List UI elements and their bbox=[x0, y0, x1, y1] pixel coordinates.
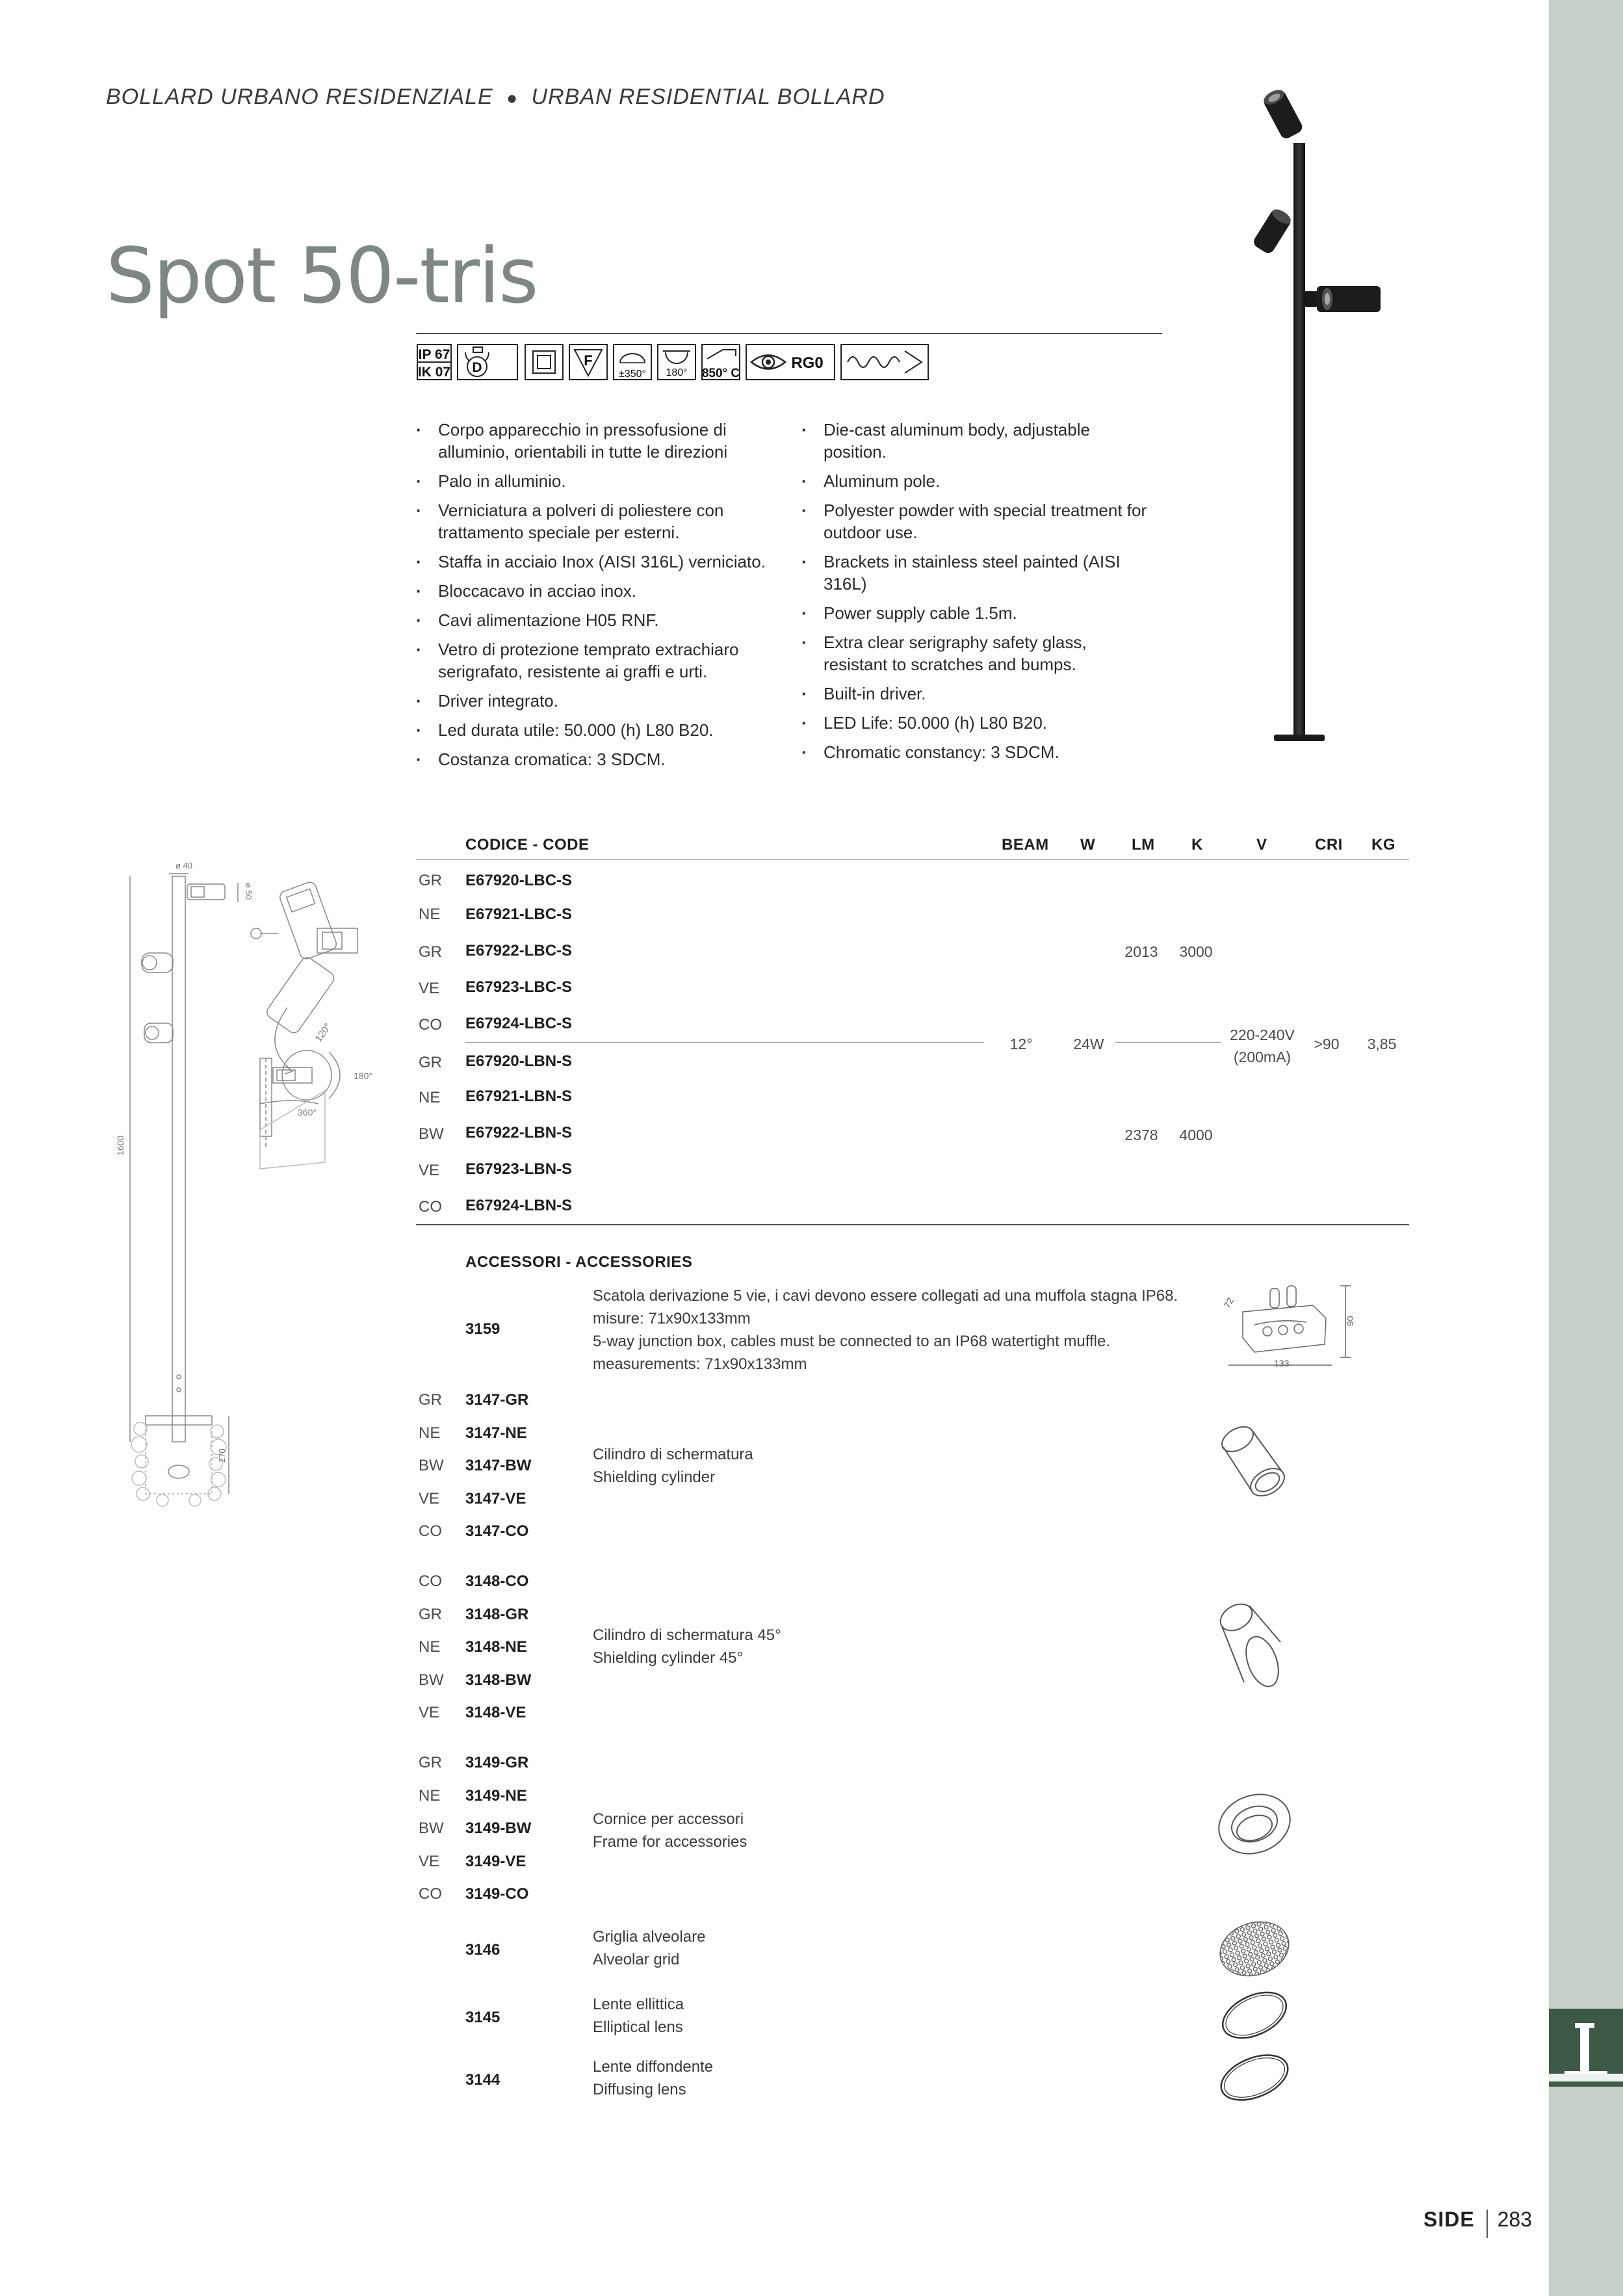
cri-value: >90 bbox=[1314, 1036, 1340, 1052]
lbn-lumen: 2378 bbox=[1124, 1127, 1158, 1143]
table-header-rule bbox=[416, 859, 1409, 860]
accessory-code[interactable]: 3147-VE bbox=[465, 1490, 526, 1507]
group-separator-lm bbox=[1115, 1042, 1221, 1043]
accessory-code[interactable]: 3147-CO bbox=[465, 1522, 529, 1540]
glow-wire-icon bbox=[702, 345, 740, 380]
feature-en-item: · Polyester powder with special treatment for outdoor use. bbox=[801, 499, 1152, 543]
voltage-range: 220-240V bbox=[1230, 1026, 1295, 1043]
group-separator-left bbox=[465, 1042, 984, 1043]
row-code[interactable]: E67921-LBN-S bbox=[465, 1088, 573, 1105]
weight-value: 3,85 bbox=[1367, 1036, 1397, 1052]
dim-height-1600: 1600 bbox=[115, 1135, 125, 1156]
col-k-header: K bbox=[1191, 836, 1203, 854]
bollard-image bbox=[1254, 85, 1397, 787]
accessory-desc-en: Shielding cylinder bbox=[593, 1468, 716, 1486]
lbc-lumen: 2013 bbox=[1124, 943, 1158, 960]
row-code[interactable]: E67924-LBN-S bbox=[465, 1197, 573, 1214]
row-finish: CO bbox=[419, 1198, 442, 1216]
row-finish: CO bbox=[419, 1016, 442, 1034]
accessory-code[interactable]: 3149-VE bbox=[465, 1853, 526, 1870]
feature-it-item: · Corpo apparecchio in pressofusione di alluminio, orientabili in tutte le direzioni bbox=[416, 419, 767, 463]
col-lm-header: LM bbox=[1132, 836, 1155, 854]
dim-72: 72 bbox=[1221, 1296, 1236, 1310]
risk-group-icon bbox=[746, 345, 835, 380]
row-code[interactable]: E67922-LBC-S bbox=[465, 942, 573, 959]
feature-en-item: · Brackets in stainless steel painted (AISI 316L) bbox=[801, 551, 1152, 595]
accessory-finish: NE bbox=[419, 1787, 441, 1805]
accessory-finish: CO bbox=[419, 1522, 442, 1540]
category-en: URBAN RESIDENTIAL BOLLARD bbox=[531, 85, 885, 109]
accessory-description bbox=[593, 1285, 1204, 1376]
glow-wire-temp: 850° C bbox=[701, 367, 740, 380]
features-english bbox=[801, 419, 1152, 770]
watt-value: 24W bbox=[1073, 1036, 1104, 1052]
voltage-value bbox=[1222, 1024, 1303, 1068]
feature-en-item: · Die-cast aluminum body, adjustable position. bbox=[801, 419, 1152, 463]
page-number: 283 bbox=[1497, 2208, 1532, 2231]
accessory-code[interactable]: 3148-CO bbox=[465, 1572, 529, 1590]
row-code[interactable]: E67924-LBC-S bbox=[465, 1015, 573, 1032]
accessory-code[interactable]: 3149-CO bbox=[465, 1885, 529, 1903]
accessory-code[interactable]: 3148-NE bbox=[465, 1638, 527, 1656]
col-cri-header: CRI bbox=[1315, 836, 1343, 854]
accessory-desc-it: Cilindro di schermatura 45° bbox=[593, 1626, 781, 1644]
accessory-code[interactable]: 3149-BW bbox=[465, 1820, 532, 1837]
ik-rating: IK 07 bbox=[417, 365, 451, 380]
row-code[interactable]: E67923-LBC-S bbox=[465, 978, 573, 996]
dimmable-driver-icon bbox=[841, 345, 928, 380]
feature-it-item: · Verniciatura a polveri di poliestere con trattamento speciale per esterni. bbox=[416, 499, 767, 543]
accessory-finish: BW bbox=[419, 1820, 444, 1837]
footer-divider bbox=[1487, 2210, 1488, 2238]
accessory-code[interactable]: 3146 bbox=[465, 1941, 500, 1959]
row-finish: NE bbox=[419, 1089, 441, 1106]
feature-en-item: · Chromatic constancy: 3 SDCM. bbox=[801, 741, 1152, 763]
accessory-code[interactable]: 3148-GR bbox=[465, 1606, 529, 1623]
accessory-finish: VE bbox=[419, 1490, 440, 1507]
accessory-description bbox=[593, 1808, 747, 1853]
shielding-cylinder-45-image bbox=[1214, 1597, 1299, 1697]
accessory-desc-it: Lente diffondente bbox=[593, 2058, 714, 2076]
dim-angle-360: 360° bbox=[298, 1107, 317, 1117]
accessory-description bbox=[593, 2055, 713, 2101]
accessory-finish: GR bbox=[419, 1391, 442, 1409]
dim-133: 133 bbox=[1274, 1358, 1290, 1368]
accessory-desc-en: Shielding cylinder 45° bbox=[593, 1649, 744, 1667]
feature-en-item: · Built-in driver. bbox=[801, 683, 1152, 705]
dim-diameter-40: ø 40 bbox=[175, 861, 193, 870]
ip-ik-icon bbox=[417, 345, 451, 380]
accessory-description bbox=[593, 1624, 781, 1669]
section-tab-underline bbox=[1549, 2074, 1623, 2081]
table-bottom-rule bbox=[416, 1224, 1409, 1225]
dim-diameter-50: ø 50 bbox=[244, 883, 253, 900]
feature-it-item: · Staffa in acciaio Inox (AISI 316L) verniciato. bbox=[416, 551, 767, 573]
feature-it-item: · Cavi alimentazione H05 RNF. bbox=[416, 609, 767, 631]
accessory-finish: NE bbox=[419, 1638, 441, 1656]
diffusing-lens-image bbox=[1217, 2049, 1295, 2111]
accessory-finish: VE bbox=[419, 1704, 440, 1721]
accessory-code[interactable]: 3149-NE bbox=[465, 1787, 527, 1805]
junction-box-desc-en: 5-way junction box, cables must be connected to an IP68 watertight muffle. bbox=[593, 1333, 1111, 1350]
f-letter: F bbox=[584, 352, 593, 369]
col-w-header: W bbox=[1080, 836, 1096, 854]
accessory-desc-it: Cilindro di schermatura bbox=[593, 1446, 753, 1463]
feature-en-item: · Power supply cable 1.5m. bbox=[801, 602, 1152, 624]
feature-it-item: · Vetro di protezione temprato extrachiaro serigrafato, resistente ai graffi e urti. bbox=[416, 638, 767, 683]
row-finish: GR bbox=[419, 943, 442, 961]
accessory-code[interactable]: 3147-NE bbox=[465, 1424, 527, 1442]
row-finish: GR bbox=[419, 1054, 442, 1071]
row-code[interactable]: E67923-LBN-S bbox=[465, 1160, 573, 1178]
accessory-finish: NE bbox=[419, 1424, 441, 1442]
accessory-description bbox=[593, 1443, 753, 1489]
row-finish: GR bbox=[419, 872, 442, 889]
double-insulation-icon bbox=[525, 345, 563, 380]
row-code[interactable]: E67921-LBC-S bbox=[465, 906, 573, 923]
feature-it-item: · Driver integrato. bbox=[416, 690, 767, 712]
row-code[interactable]: E67922-LBN-S bbox=[465, 1124, 573, 1141]
col-code-header: CODICE - CODE bbox=[465, 836, 590, 854]
accessories-header: ACCESSORI - ACCESSORIES bbox=[465, 1253, 693, 1271]
col-v-header: V bbox=[1256, 836, 1267, 854]
certification-icons bbox=[417, 343, 944, 387]
class-d-icon bbox=[458, 345, 517, 380]
features-en-list bbox=[801, 419, 1152, 763]
row-code[interactable]: E67920-LBN-S bbox=[465, 1052, 573, 1070]
row-finish: VE bbox=[419, 1162, 440, 1179]
features-italian bbox=[416, 419, 767, 777]
accessory-desc-en: Frame for accessories bbox=[593, 1833, 747, 1851]
accessory-desc-it: Griglia alveolare bbox=[593, 1928, 706, 1946]
features-it-list bbox=[416, 419, 767, 770]
feature-it-item: · Costanza cromatica: 3 SDCM. bbox=[416, 748, 767, 770]
voltage-current: (200mA) bbox=[1233, 1049, 1292, 1065]
accessory-finish: GR bbox=[419, 1606, 442, 1623]
feature-it-item: · Bloccacavo in acciao inox. bbox=[416, 580, 767, 602]
dim-angle-120: 120° bbox=[313, 1021, 334, 1045]
category-it: BOLLARD URBANO RESIDENZIALE bbox=[106, 85, 493, 109]
elliptical-lens-image bbox=[1217, 1987, 1295, 2048]
col-beam-header: BEAM bbox=[1002, 836, 1049, 854]
rotation-label: ±350° bbox=[619, 369, 646, 380]
accessory-description bbox=[593, 1993, 684, 2039]
alveolar-grid-image bbox=[1217, 1919, 1295, 1983]
dim-90: 90 bbox=[1345, 1316, 1355, 1326]
row-finish: NE bbox=[419, 906, 441, 923]
accessory-code[interactable]: 3145 bbox=[465, 2009, 500, 2026]
risk-group-label: RG0 bbox=[791, 354, 824, 372]
accessory-finish: BW bbox=[419, 1671, 444, 1689]
technical-drawing bbox=[110, 857, 383, 1510]
feature-it-item: · Led durata utile: 50.000 (h) L80 B20. bbox=[416, 719, 767, 741]
accessory-code[interactable]: 3148-VE bbox=[465, 1704, 526, 1721]
row-finish: VE bbox=[419, 980, 440, 997]
accessory-code[interactable]: 3144 bbox=[465, 2071, 500, 2089]
accessory-finish: CO bbox=[419, 1572, 442, 1590]
accessory-finish: CO bbox=[419, 1885, 442, 1903]
accessory-finish: BW bbox=[419, 1457, 444, 1474]
accessory-code[interactable]: 3147-GR bbox=[465, 1391, 529, 1409]
feature-en-item: · Extra clear serigraphy safety glass, resistant to scratches and bumps. bbox=[801, 631, 1152, 675]
ip-rating: IP 67 bbox=[418, 347, 450, 362]
shielding-cylinder-image bbox=[1214, 1420, 1299, 1507]
accessory-finish: VE bbox=[419, 1853, 440, 1870]
product-title: Spot 50-tris bbox=[106, 231, 538, 320]
page-footer bbox=[1423, 2208, 1532, 2238]
product-photo bbox=[1254, 85, 1397, 790]
accessory-desc-it: Lente ellittica bbox=[593, 1996, 684, 2013]
feature-it-item: · Palo in alluminio. bbox=[416, 470, 767, 492]
accessory-desc-it: Cornice per accessori bbox=[593, 1810, 744, 1828]
row-code[interactable]: E67920-LBC-S bbox=[465, 872, 573, 889]
junction-box-size-en: measurements: 71x90x133mm bbox=[593, 1355, 807, 1373]
dim-height-270: 270 bbox=[217, 1448, 227, 1463]
accessory-code[interactable]: 3159 bbox=[465, 1320, 500, 1338]
category-header bbox=[106, 85, 885, 110]
feature-en-item: · Aluminum pole. bbox=[801, 470, 1152, 492]
bullet-separator: ● bbox=[506, 88, 519, 108]
junction-box-size-it: misure: 71x90x133mm bbox=[593, 1310, 751, 1327]
accessory-frame-image bbox=[1214, 1792, 1299, 1866]
brand-label: SIDE bbox=[1423, 2208, 1475, 2231]
dim-angle-180: 180° bbox=[354, 1071, 372, 1081]
tilt-label: 180° bbox=[666, 367, 688, 378]
accessory-description bbox=[593, 1925, 705, 1971]
accessory-code[interactable]: 3147-BW bbox=[465, 1457, 532, 1474]
junction-box-image bbox=[1215, 1279, 1358, 1380]
accessory-code[interactable]: 3148-BW bbox=[465, 1671, 532, 1689]
accessory-code[interactable]: 3149-GR bbox=[465, 1754, 529, 1771]
class-d-letter: D bbox=[472, 360, 482, 375]
accessory-finish: GR bbox=[419, 1754, 442, 1771]
title-rule bbox=[416, 333, 1162, 334]
tilt-180-icon bbox=[658, 345, 695, 380]
lbn-kelvin: 4000 bbox=[1179, 1127, 1213, 1143]
lbc-kelvin: 3000 bbox=[1179, 943, 1213, 960]
feature-en-item: · LED Life: 50.000 (h) L80 B20. bbox=[801, 712, 1152, 734]
col-kg-header: KG bbox=[1371, 836, 1396, 854]
rotation-350-icon bbox=[614, 345, 651, 380]
accessory-desc-en: Diffusing lens bbox=[593, 2081, 686, 2098]
accessory-desc-en: Alveolar grid bbox=[593, 1951, 680, 1968]
junction-box-desc-it: Scatola derivazione 5 vie, i cavi devono essere collegati ad una muffola stagna IP68. bbox=[593, 1287, 1178, 1305]
right-sidebar bbox=[1549, 0, 1623, 2296]
row-finish: BW bbox=[419, 1125, 444, 1143]
f-mark-icon bbox=[569, 345, 607, 380]
accessory-desc-en: Elliptical lens bbox=[593, 2018, 683, 2036]
beam-value: 12° bbox=[1009, 1036, 1033, 1052]
